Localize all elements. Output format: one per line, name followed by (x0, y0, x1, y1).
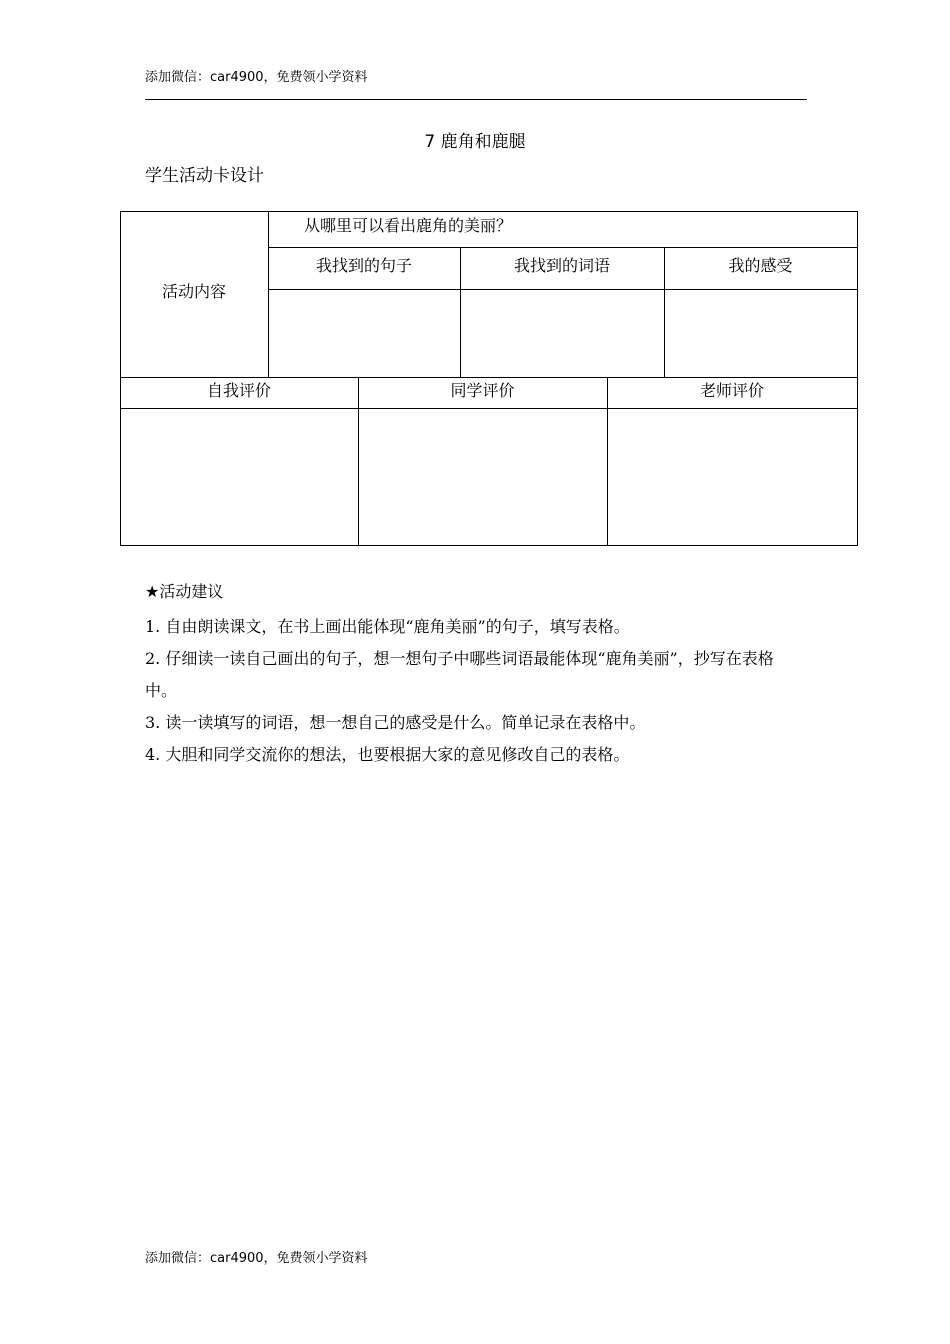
page-title: 7 鹿角和鹿腿 (424, 132, 526, 152)
table-border-right (857, 211, 858, 546)
header-divider (145, 99, 807, 100)
evaluation-divider-2 (607, 377, 608, 546)
column-header-feelings: 我的感受 (728, 256, 793, 275)
suggestions-heading: ★活动建议 (145, 582, 224, 601)
evaluation-divider-1 (358, 377, 359, 546)
peer-evaluation-header: 同学评价 (450, 381, 515, 400)
page-footer-note: 添加微信：car4900，免费领小学资料 (145, 1251, 368, 1266)
teacher-evaluation-header: 老师评价 (699, 381, 764, 400)
page-header-note: 添加微信：car4900，免费领小学资料 (145, 70, 368, 85)
suggestion-item: 4. 大胆和同学交流你的想法，也要根据大家的意见修改自己的表格。 (145, 745, 630, 764)
page-subtitle: 学生活动卡设计 (145, 166, 264, 186)
column-header-divider (268, 289, 858, 290)
column-header-sentences: 我找到的句子 (315, 256, 412, 275)
activity-row-label: 活动内容 (161, 282, 226, 301)
self-evaluation-header: 自我评价 (206, 381, 271, 400)
suggestion-item: 2. 仔细读一读自己画出的句子，想一想句子中哪些词语最能体现“鹿角美丽”，抄写在表格中。 (145, 649, 774, 700)
activity-question: 从哪里可以看出鹿角的美丽？ (304, 216, 513, 235)
suggestion-item: 3. 读一读填写的词语，想一想自己的感受是什么。简单记录在表格中。 (145, 713, 646, 732)
table-border-top (120, 211, 858, 212)
question-row-divider (268, 247, 858, 248)
activity-table (120, 211, 858, 546)
activity-suggestions (145, 580, 805, 771)
table-border-bottom (120, 545, 858, 546)
label-column-divider (268, 211, 269, 378)
evaluation-header-divider (120, 408, 858, 409)
suggestion-item: 1. 自由朗读课文，在书上画出能体现“鹿角美丽”的句子，填写表格。 (145, 617, 630, 636)
column-header-words: 我找到的词语 (513, 256, 610, 275)
